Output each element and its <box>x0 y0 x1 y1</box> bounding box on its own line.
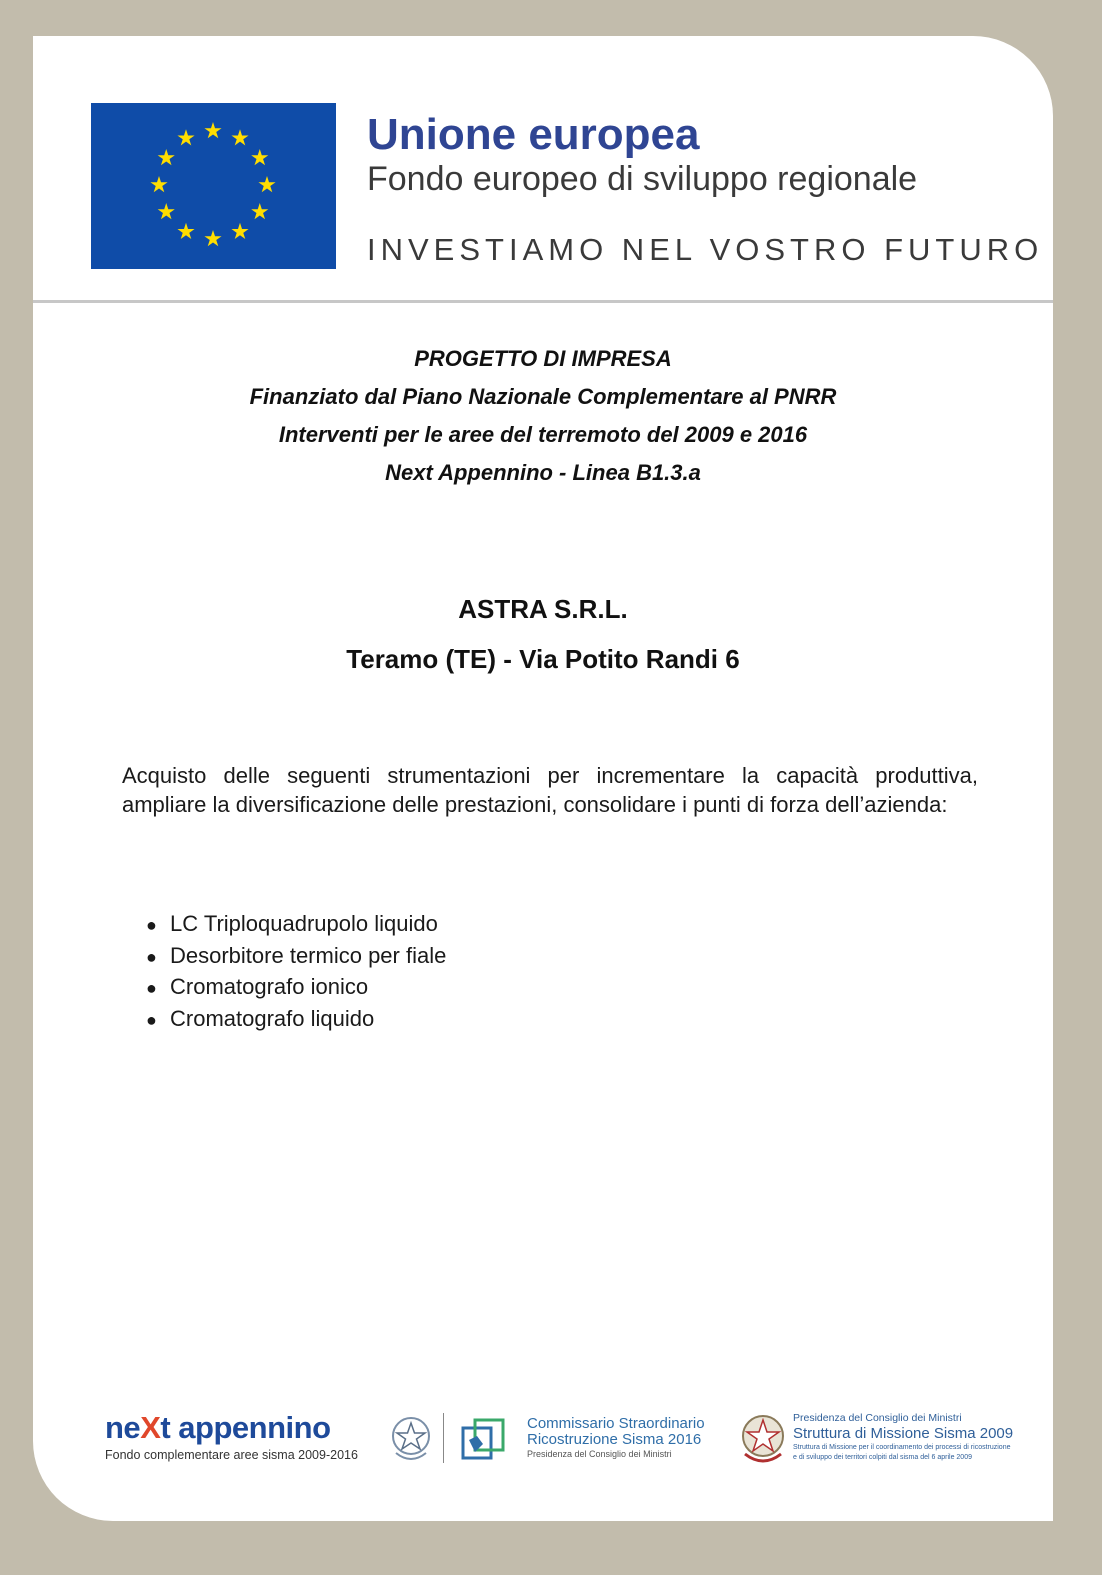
list-item <box>146 971 446 1003</box>
commissario-sub: Presidenza del Consiglio dei Ministri <box>527 1449 672 1459</box>
struttura-top: Presidenza del Consiglio dei Ministri <box>793 1412 962 1424</box>
next-appennino-logo <box>105 1410 358 1462</box>
list-item-label: Cromatografo liquido <box>170 1005 375 1031</box>
struttura-small2: e di sviluppo dei territori colpiti dal sisma del 6 aprile 2009 <box>793 1454 972 1461</box>
eu-motto: INVESTIAMO NEL VOSTRO FUTURO <box>367 232 1044 267</box>
project-line: Next Appennino - Linea B1.3.a <box>385 460 701 485</box>
republic-emblem-icon <box>739 1410 787 1473</box>
eu-star-icon <box>251 149 268 165</box>
project-line: Interventi per le aree del terremoto del 2009 e 2016 <box>278 422 808 447</box>
eu-star-icon <box>258 176 275 192</box>
list-item-label: LC Triploquadrupolo liquido <box>170 911 438 936</box>
struttura-text <box>793 1412 1028 1462</box>
eu-star-icon <box>204 122 221 138</box>
list-item-label: Cromatografo ionico <box>170 974 369 999</box>
footer-divider <box>443 1413 444 1463</box>
bullet-icon: ● <box>146 946 157 967</box>
next-appennino-x: X <box>140 1410 161 1445</box>
header-divider <box>33 300 1053 303</box>
eu-star-icon <box>177 223 194 239</box>
list-item-label: Desorbitore termico per fiale <box>170 942 447 968</box>
eu-title: Unione europea <box>367 110 700 159</box>
commissario-line1: Commissario Straordinario <box>527 1415 705 1432</box>
equipment-list <box>146 908 446 1034</box>
struttura-title: Struttura di Missione Sisma 2009 <box>793 1425 1014 1442</box>
bullet-icon: ● <box>146 1009 157 1030</box>
footer-logos <box>33 1396 1053 1476</box>
project-line: PROGETTO DI IMPRESA <box>414 346 672 371</box>
italian-emblem-icon <box>390 1413 432 1468</box>
project-block <box>33 340 1053 492</box>
description: Acquisto delle seguenti strumentazioni per incrementare la capacità produttiva, ampliare la diversificazione delle prestazioni, consolidare i punti di forza dell’azienda: <box>122 763 978 817</box>
eu-star-icon <box>204 230 221 246</box>
next-appennino-subtitle: Fondo complementare aree sisma 2009-2016 <box>105 1448 358 1462</box>
eu-star-icon <box>231 223 248 239</box>
eu-star-icon <box>177 129 194 145</box>
commissario-line2: Ricostruzione Sisma 2016 <box>527 1431 702 1448</box>
bullet-icon: ● <box>146 978 157 998</box>
company-name: ASTRA S.R.L. <box>458 594 628 624</box>
commissario-text <box>527 1416 705 1459</box>
eu-star-icon <box>251 203 268 219</box>
bullet-icon: ● <box>146 915 157 935</box>
eu-subtitle: Fondo europeo di sviluppo regionale <box>367 160 918 198</box>
eu-star-icon <box>158 203 175 219</box>
eu-star-icon <box>231 129 248 145</box>
list-item <box>146 940 446 972</box>
eu-flag-icon <box>91 103 336 269</box>
eu-star-icon <box>158 149 175 165</box>
next-appennino-title: neXt appennino <box>105 1410 331 1445</box>
project-line: Finanziato dal Piano Nazionale Complementare al PNRR <box>249 384 837 409</box>
struttura-small1: Struttura di Missione per il coordinamento dei processi di ricostruzione <box>793 1444 1011 1451</box>
poster-sheet <box>33 36 1053 1521</box>
eu-stars <box>91 103 336 269</box>
list-item <box>146 908 446 940</box>
company-address: Teramo (TE) - Via Potito Randi 6 <box>346 644 740 674</box>
company-block <box>33 584 1053 684</box>
list-item <box>146 1003 446 1035</box>
commissario-logo-icon <box>461 1418 505 1467</box>
eu-star-icon <box>150 176 167 192</box>
